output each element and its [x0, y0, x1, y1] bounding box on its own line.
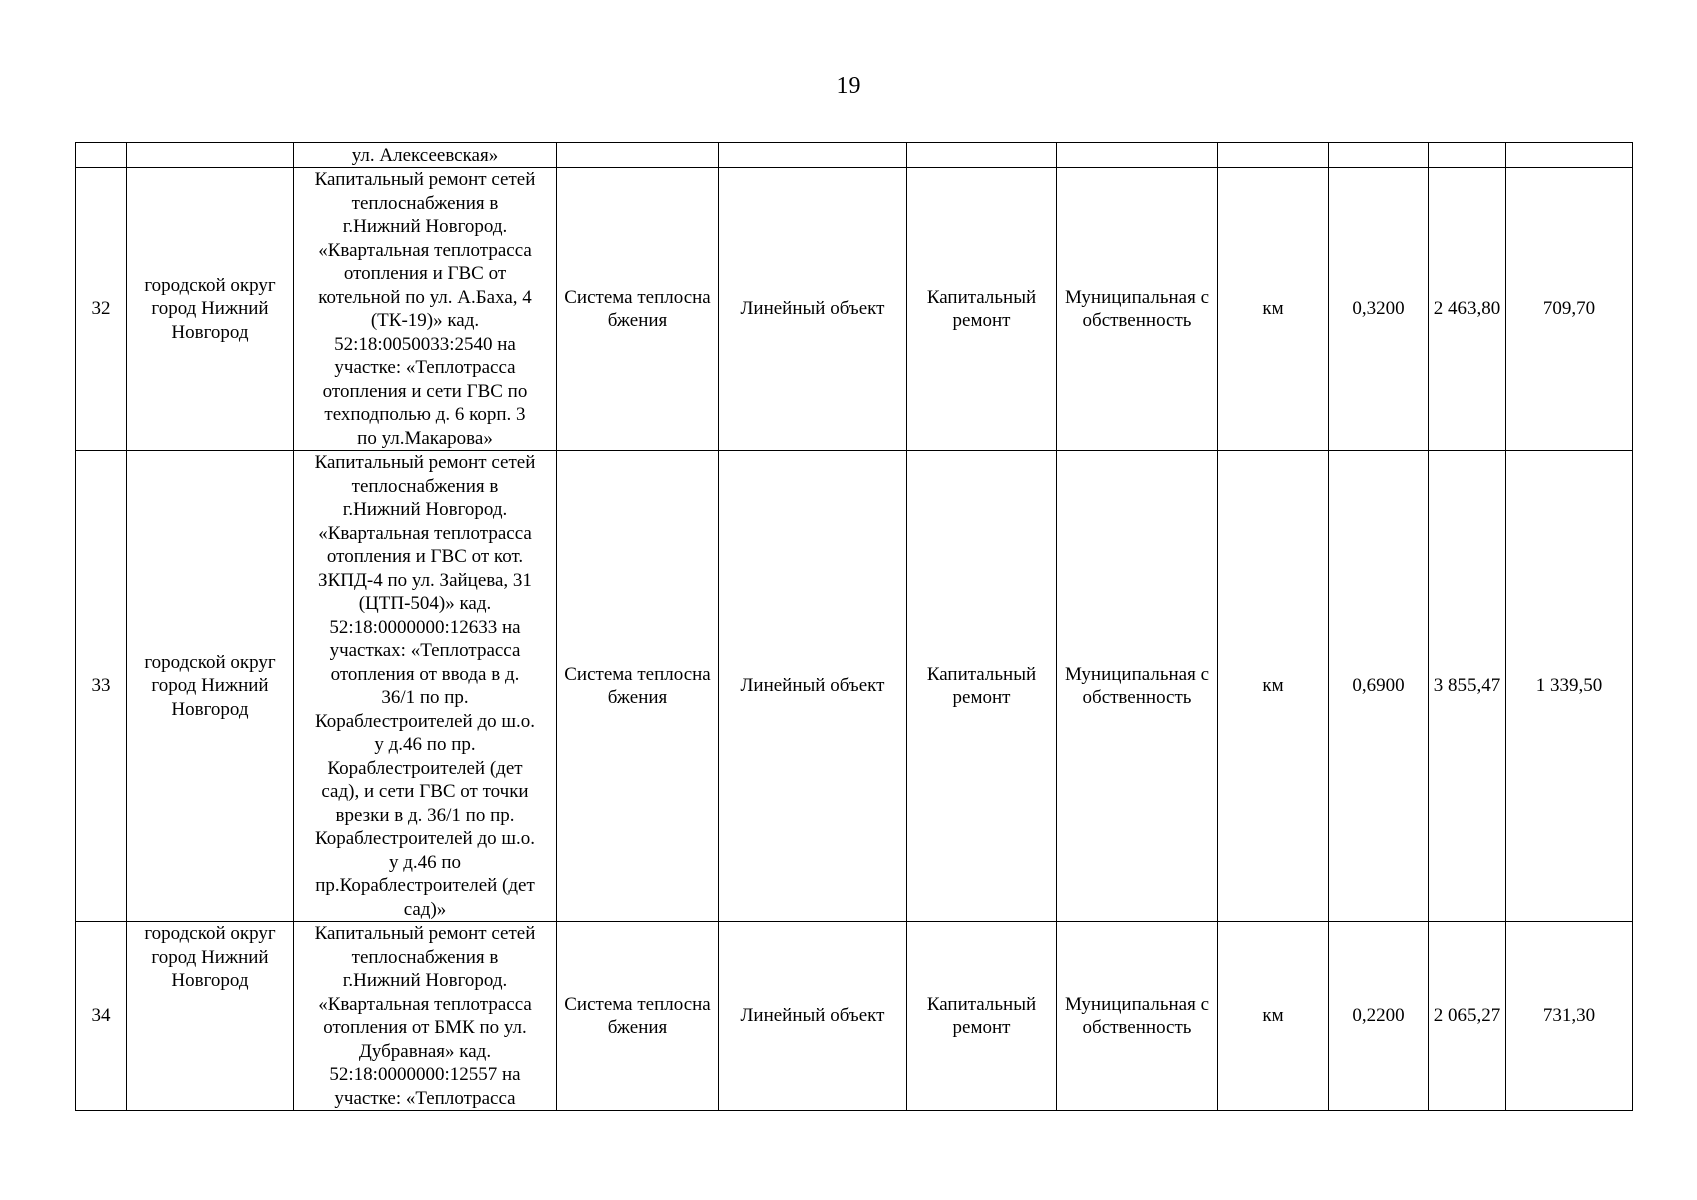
- cell-municipality: городской округ город Нижний Новгород: [127, 922, 294, 1111]
- cell-work-type: Капитальный ремонт: [907, 922, 1057, 1111]
- cell-system: Система теплоснабжения: [557, 168, 719, 451]
- cell-municipality: городской округ город Нижний Новгород: [127, 168, 294, 451]
- cell-amount: [1506, 143, 1633, 168]
- cell-num: 33: [76, 451, 127, 922]
- cell-work-type: Капитальный ремонт: [907, 451, 1057, 922]
- cell-cost: 2 463,80: [1429, 168, 1506, 451]
- cell-cost: [1429, 143, 1506, 168]
- cell-description: Капитальный ремонт сетей теплоснабжения в г.Нижний Новгород. «Квартальная теплотрасса отопления и ГВС от кот. ЗКПД-4 по ул. Зайцева, 31 (ЦТП-504)» кад. 52:18:0000000:12633 на участках: «Теплотрасса отопления от ввода в д. 36/1 по пр. Кораблестроителей до ш.о. у д.46 по пр. Кораблестроителей (дет сад), и сети ГВС от точки врезки в д. 36/1 по пр. Кораблестроителей до ш.о. у д.46 по пр.Кораблестроителей (дет сад)»: [294, 451, 557, 922]
- cell-object-type: [719, 143, 907, 168]
- cell-municipality: [127, 143, 294, 168]
- cell-amount: 709,70: [1506, 168, 1633, 451]
- cell-work-type: Капитальный ремонт: [907, 168, 1057, 451]
- cell-system: [557, 143, 719, 168]
- cell-length: [1329, 143, 1429, 168]
- cell-ownership: Муниципальная собственность: [1057, 451, 1218, 922]
- cell-municipality: городской округ город Нижний Новгород: [127, 451, 294, 922]
- cell-object-type: Линейный объект: [719, 168, 907, 451]
- cell-description: Капитальный ремонт сетей теплоснабжения в г.Нижний Новгород. «Квартальная теплотрасса отопления от БМК по ул. Дубравная» кад. 52:18:0000000:12557 на участке: «Теплотрасса: [294, 922, 557, 1111]
- cell-num: 32: [76, 168, 127, 451]
- cell-num: [76, 143, 127, 168]
- cell-work-type: [907, 143, 1057, 168]
- cell-description: ул. Алексеевская»: [294, 143, 557, 168]
- cell-num: 34: [76, 922, 127, 1111]
- cell-system: Система теплоснабжения: [557, 451, 719, 922]
- cell-unit: км: [1218, 168, 1329, 451]
- cell-amount: 731,30: [1506, 922, 1633, 1111]
- cell-ownership: Муниципальная собственность: [1057, 922, 1218, 1111]
- cell-unit: [1218, 143, 1329, 168]
- cell-length: 0,2200: [1329, 922, 1429, 1111]
- registry-table: [75, 142, 1633, 1111]
- cell-amount: 1 339,50: [1506, 451, 1633, 922]
- cell-cost: 2 065,27: [1429, 922, 1506, 1111]
- cell-length: 0,3200: [1329, 168, 1429, 451]
- table-row-continuation: [76, 143, 1633, 168]
- cell-unit: км: [1218, 922, 1329, 1111]
- table-row: [76, 168, 1633, 451]
- cell-ownership: Муниципальная собственность: [1057, 168, 1218, 451]
- cell-unit: км: [1218, 451, 1329, 922]
- table-row: [76, 451, 1633, 922]
- table-row: [76, 922, 1633, 1111]
- page-number: 19: [836, 73, 861, 99]
- cell-cost: 3 855,47: [1429, 451, 1506, 922]
- cell-length: 0,6900: [1329, 451, 1429, 922]
- cell-ownership: [1057, 143, 1218, 168]
- cell-object-type: Линейный объект: [719, 451, 907, 922]
- cell-object-type: Линейный объект: [719, 922, 907, 1111]
- cell-description: Капитальный ремонт сетей теплоснабжения в г.Нижний Новгород. «Квартальная теплотрасса отопления и ГВС от котельной по ул. А.Баха, 4 (ТК-19)» кад. 52:18:0050033:2540 на участке: «Теплотрасса отопления и сети ГВС по техподполью д. 6 корп. 3 по ул.Макарова»: [294, 168, 557, 451]
- cell-system: Система теплоснабжения: [557, 922, 719, 1111]
